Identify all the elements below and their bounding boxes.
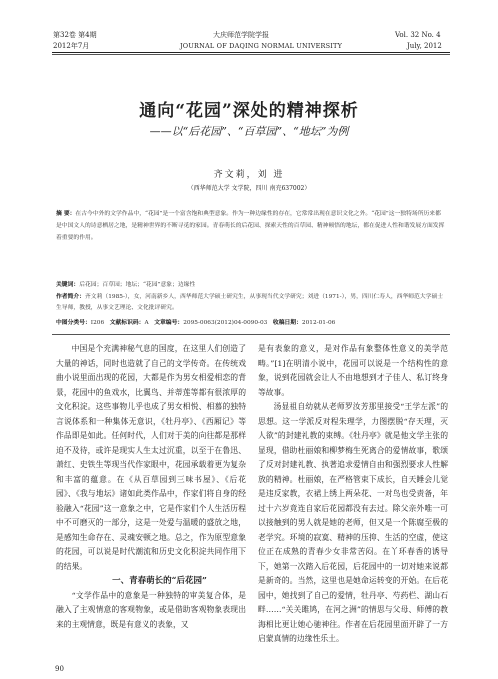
body-paragraph: “文学作品中的意象是一种独特的审美复合体，是融入了主观情意的客观物象，或是借助客观物象表现出来的主观情意，既是有意义的表象，又 <box>56 590 246 629</box>
abstract-text: 在古今中外的文学作品中，“花园”是一个富含饱和典型意象。作为一种边缘性的存在，它常常出现在意识文化之外。“花园”这一独特场所历来都是中国文人的诗意栖居之地，是精神世界的不断寻觅的家园。青春萌长的后花园、探索天性的百草园、精神顿悟的地坛，都在促进人性和谐发展方面发挥着重要的作用。 <box>56 211 445 241</box>
body-column-left <box>56 342 246 632</box>
header-volume: 第32卷 第4期 <box>53 31 97 39</box>
received-date-value: 2012-01-06 <box>301 320 336 326</box>
received-date-label: 收稿日期： <box>272 320 302 326</box>
header-journal-en: JOURNAL OF DAQING NORMAL UNIVERSITY <box>180 42 343 50</box>
header-rule <box>52 52 450 53</box>
article-id-value: 2095-0063(2012)04-0090-03 <box>183 320 268 326</box>
header-date-cn: 2012年7月 <box>53 42 90 50</box>
doc-code-value: A <box>144 320 149 326</box>
article-title: 通向“花园”深处的精神探析 <box>139 101 359 121</box>
keywords-label: 关键词： <box>56 282 80 288</box>
header-date-en: July, 2012 <box>407 42 442 50</box>
section-title: 一、青春萌长的“后花园” <box>112 576 207 586</box>
abstract <box>56 208 446 244</box>
header-rule-thin <box>52 54 450 55</box>
author-info-label: 作者简介： <box>56 294 85 300</box>
body-paragraph: 中国是个充满神秘气息的国度，在这里人们创造了大量的神话，同时也造就了自己的文学传奇。在传统戏曲小说里面出现的花园，大都是作为男女相爱相恋的背景，花园中的鱼戏水，比翼鸟、并蒂莲等都有很浓厚的文化积淀。这些事物儿乎也成了男女相悦、相慕的独特言说体系和一种集体无意识，《牡丹亭》、《西厢记》等作品即是如此。任何时代，人们对于美的向往都是那样迫不及待，或许是现实人生太过沉重，以至于在鲁迅、萧红、史铁生等现当代作家眼中，花园承载着更为复杂和丰富的蕴意。在《从百草园到三味书屋》、《后花园》、《我与地坛》诸如此类作品中，作家们将自身的经验融入“花园”这一意象之中，它是作家们个人生活历程中不可磨灭的一部分，这是一处爱与温暖的盛放之地，是感知生命存在、灵魂安顿之地。总之，作为原型意象的花园，可以说是时代潮流和历史文化积淀共同作用下的结果。 <box>56 344 246 571</box>
classification <box>56 318 448 329</box>
abstract-label: 摘 要： <box>56 211 76 217</box>
author-info <box>56 292 448 314</box>
article-authors: 齐文莉，刘 进 <box>213 170 285 180</box>
clc-label: 中图分类号： <box>56 320 91 326</box>
author-info-text: 齐文莉（1985-），女，河南新乡人，西华师范大学硕士研究生，从事现当代文学研究；刘进（1971-），男，四川仁寿人，西华师范大学硕士生导师，教授，从事文艺理论、文化批评研究。 <box>56 294 444 311</box>
doc-code-label: 文献标识码： <box>109 320 145 326</box>
header-vol-en: Vol. 32 No. 4 <box>395 31 441 39</box>
page-number: 90 <box>55 665 64 673</box>
body-column-right <box>258 342 448 647</box>
abstract-divider <box>52 334 450 335</box>
article-affiliation: （西华师范大学 文学院，四川 南充637002） <box>187 185 311 192</box>
keywords-text: 后花园；百草园；地坛；“花园”意象；边缘性 <box>79 282 196 288</box>
article-id-label: 文章编号： <box>154 320 184 326</box>
header-journal-cn: 大庆师范学院学报 <box>213 31 269 39</box>
body-paragraph: 是有表象的意义，是对作品有象整体性意义的美学范畴。”[1]在明清小说中，花园可以说是一个结构性的意象，说到花园就会让人不由地想到才子佳人、私订终身等故事。 <box>258 344 448 397</box>
keywords <box>56 280 448 291</box>
article-subtitle: ——以“后花园”、“百草园”、“地坛”为例 <box>149 125 349 138</box>
body-paragraph: 汤显祖自幼就从老师罗汝芳那里接受“王学左派”的思想。这一学派反对程朱理学，力图摆脱“存天理，灭人欲”的封建礼教的束缚。《牡丹亭》就是他文学主张的显现，借助杜丽娘和柳梦梅生死离合的爱情故事，歌颂了反对封建礼教、执著追求爱情自由和强烈要求人性解放的精神。杜丽娘，在严格管束下成长，自天睡会儿觉是违反家教，衣裙上绣上两朵花、一对鸟也受责备，年过十六岁竟连自家后花园都没有去过。除父亲外唯一可以接触到的男人就是她的老师，但又是一个陈腐至极的老学究。环境的寂寞、精神的压抑、生活的空虚，使这位正在成熟的青春少女非常苦闷。在丫环春香的诱导下，她第一次踏入后花园，后花园中的一切对她来说都是新奇的。当然，这里也是她命运转变的开始。在后花园中，她找到了自己的爱情，牡丹亭、芍药栏、湖山石畔……“关关雎鸠，在河之洲”的情思与父母、师傅的教海相比更让她心驰神往。作者在后花园里面开辟了一方启蒙真情的边缘性乐土。 <box>258 402 448 643</box>
clc-value: I206 <box>90 320 105 326</box>
